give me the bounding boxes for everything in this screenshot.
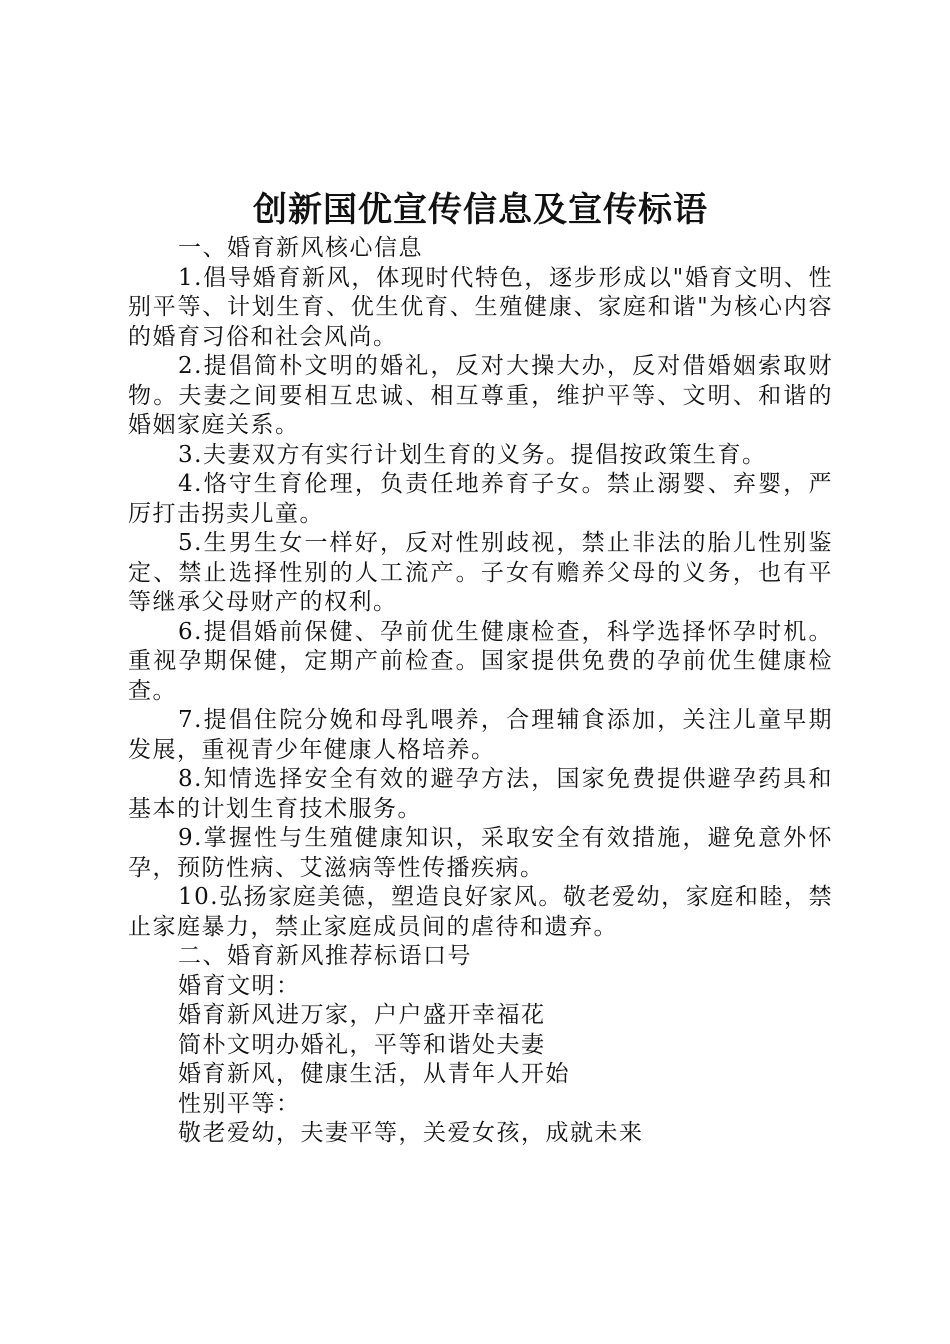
info-item-10: 10.弘扬家庭美德，塑造良好家风。敬老爱幼，家庭和睦，禁止家庭暴力，禁止家庭成员间的虐待和遗弃。	[128, 884, 833, 940]
info-item-1: 1.倡导婚育新风，体现时代特色，逐步形成以"婚育文明、性别平等、计划生育、优生优育、生殖健康、家庭和谐"为核心内容的婚育习俗和社会风尚。	[128, 264, 833, 350]
section-heading-2: 二、婚育新风推荐标语口号	[178, 943, 472, 969]
info-item-8: 8.知情选择安全有效的避孕方法，国家免费提供避孕药具和基本的计划生育技术服务。	[128, 766, 833, 822]
info-item-9: 9.掌握性与生殖健康知识，采取安全有效措施，避免意外怀孕，预防性病、艾滋病等性传播疾病。	[128, 825, 833, 881]
info-item-3: 3.夫妻双方有实行计划生育的义务。提倡按政策生育。	[178, 441, 767, 468]
document-title: 创新国优宣传信息及宣传标语	[253, 190, 708, 230]
info-item-4: 4.恪守生育伦理，负责任地养育子女。禁止溺婴、弃婴，严厉打击拐卖儿童。	[128, 471, 833, 527]
slogan-group-label: 性别平等：	[178, 1090, 301, 1117]
info-item-5: 5.生男生女一样好，反对性别歧视，禁止非法的胎儿性别鉴定、禁止选择性别的人工流产。子女有赡养父母的义务，也有平等继承父母财产的权利。	[128, 530, 833, 615]
slogan-line: 婚育新风进万家，户户盛开幸福花	[178, 1002, 546, 1028]
slogan-line: 婚育新风，健康生活，从青年人开始	[178, 1061, 570, 1087]
document-page	[128, 190, 833, 1149]
slogan-line: 简朴文明办婚礼，平等和谐处夫妻	[178, 1031, 546, 1058]
info-item-7: 7.提倡住院分娩和母乳喂养，合理辅食添加，关注儿童早期发展，重视青少年健康人格培养。	[128, 707, 833, 763]
info-item-2: 2.提倡简朴文明的婚礼，反对大操大办，反对借婚姻索取财物。夫妻之间要相互忠诚、相互尊重，维护平等、文明、和谐的婚姻家庭关系。	[128, 353, 833, 438]
slogan-group-label: 婚育文明：	[178, 972, 301, 999]
slogan-line: 敬老爱幼，夫妻平等，关爱女孩，成就未来	[178, 1120, 644, 1146]
section-heading-1: 一、婚育新风核心信息	[178, 235, 423, 261]
info-item-6: 6.提倡婚前保健、孕前优生健康检查，科学选择怀孕时机。重视孕期保健，定期产前检查。国家提供免费的孕前优生健康检查。	[128, 618, 833, 704]
